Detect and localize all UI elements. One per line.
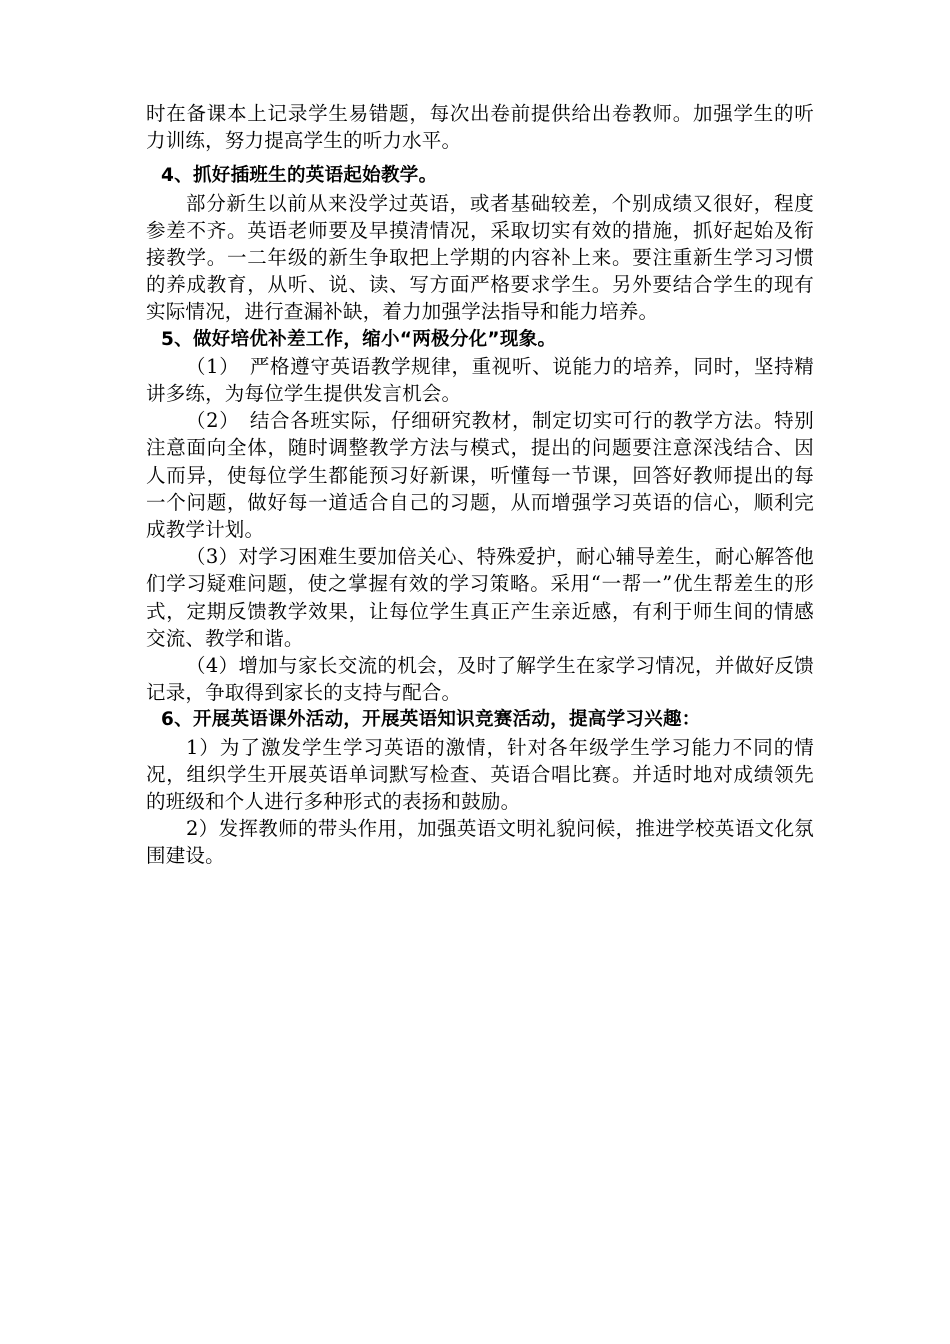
section-5-item-1: （1） 严格遵守英语教学规律，重视听、说能力的培养，同时，坚持精讲多练，为每位学生提供发言机会。 [146, 354, 814, 406]
section-4-paragraph: 部分新生以前从来没学过英语，或者基础较差，个别成绩又很好，程度参差不齐。英语老师要及早摸清情况，采取切实有效的措施，抓好起始及衔接教学。一二年级的新生争取把上学期的内容补上来。要注重新生学习习惯的养成教育，从听、说、读、写方面严格要求学生。另外要结合学生的现有实际情况，进行查漏补缺，着力加强学法指导和能力培养。 [146, 191, 814, 324]
section-5-item-4: （4）增加与家长交流的机会，及时了解学生在家学习情况，并做好反馈记录，争取得到家长的支持与配合。 [146, 654, 814, 705]
section-6-item-1: 1）为了激发学生学习英语的激情，针对各年级学生学习能力不同的情况，组织学生开展英语单词默写检查、英语合唱比赛。并适时地对成绩领先的班级和个人进行多种形式的表扬和鼓励。 [146, 735, 814, 814]
section-5-item-3: （3）对学习困难生要加倍关心、特殊爱护，耐心辅导差生，耐心解答他们学习疑难问题，使之掌握有效的学习策略。采用“一帮一”优生帮差生的形式，定期反馈教学效果，让每位学生真正产生亲近感，有利于师生间的情感交流、教学和谐。 [146, 545, 814, 650]
section-5-heading: 5、做好培优补差工作，缩小“两极分化”现象。 [161, 328, 557, 350]
section-5-item-2: （2） 结合各班实际，仔细研究教材，制定切实可行的教学方法。特别注意面向全体，随时调整教学方法与模式，提出的问题要注意深浅结合、因人而异，使每位学生都能预习好新课，听懂每一节课，回答好教师提出的每一个问题，做好每一道适合自己的习题，从而增强学习英语的信心，顺利完成教学计划。 [146, 409, 814, 542]
intro-paragraph: 时在备课本上记录学生易错题，每次出卷前提供给出卷教师。加强学生的听力训练，努力提高学生的听力水平。 [146, 102, 814, 153]
section-6-item-2: 2）发挥教师的带头作用，加强英语文明礼貌问候，推进学校英语文化氛围建设。 [146, 817, 814, 868]
section-6-heading: 6、开展英语课外活动，开展英语知识竞赛活动，提高学习兴趣： [161, 709, 701, 731]
section-4-heading: 4、抓好插班生的英语起始教学。 [161, 165, 438, 187]
document-page [146, 100, 814, 870]
